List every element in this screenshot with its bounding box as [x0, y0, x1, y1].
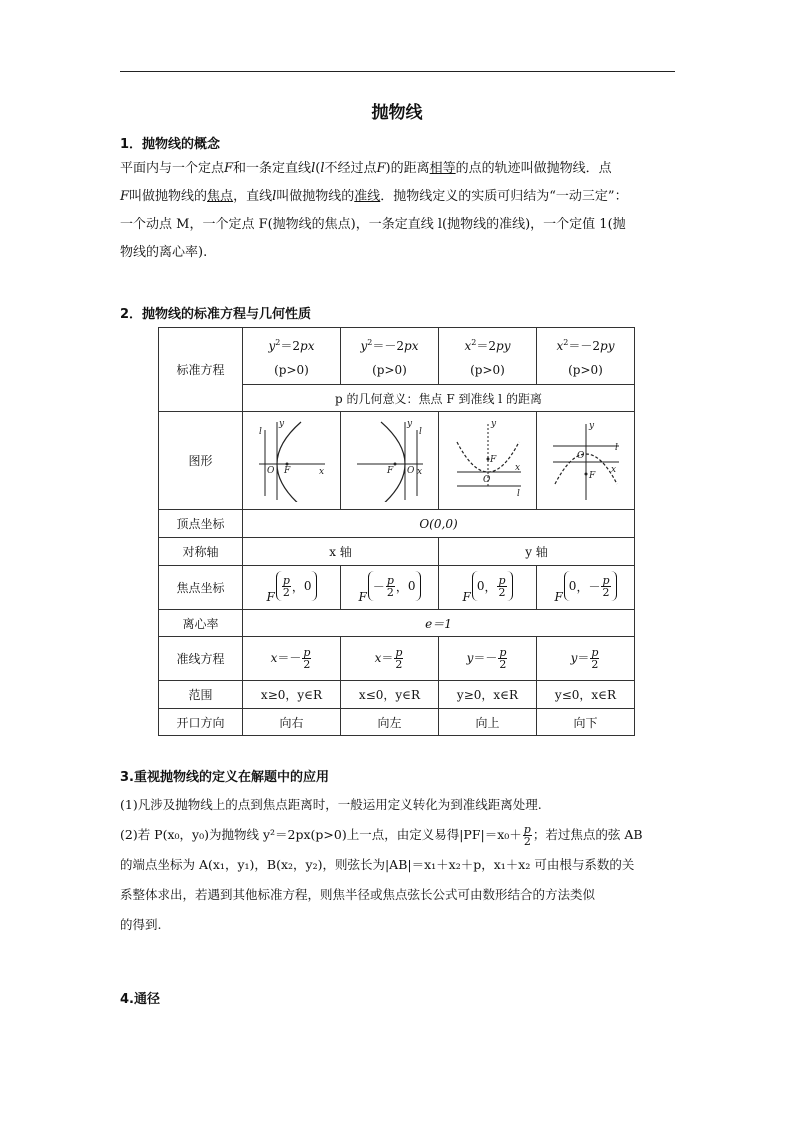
directrix-cell: x＝ $\frac{p}{2}$	[341, 637, 439, 681]
opening-cell: 向下	[537, 709, 635, 736]
parabola-down-graph	[549, 416, 623, 502]
page-title: 抛物线	[371, 103, 423, 123]
row-label-axis: 对称轴	[159, 538, 243, 566]
axis-y-value: y 轴	[439, 538, 635, 566]
focus-cell: F $\frac{p}{2}$ ， 0	[243, 566, 341, 610]
svg-text:F: F	[386, 466, 393, 476]
row-label-eccentricity: 离心率	[159, 610, 243, 637]
row-vertex	[159, 510, 635, 538]
focus-cell: F 0 ， － $\frac{p}{2}$	[537, 566, 635, 610]
svg-text:x: x	[514, 463, 520, 473]
svg-text:l: l	[516, 489, 520, 499]
section3-item2-line1: (2)若 P(x₀，y₀)为抛物线 y²＝2px(p>0)上一点，由定义易得|PF|＝x₀＋ $\frac{p}{2}$ ；若过焦点的弦 AB	[120, 823, 643, 848]
row-directrix	[159, 637, 635, 681]
section1-line1: 平面内与一个定点F和一条定直线l(l不经过点F)的距离相等的点的轨迹叫做抛物线．点	[120, 161, 612, 176]
row-label-focus: 焦点坐标	[159, 566, 243, 610]
section3-heading: 3.重视抛物线的定义在解题中的应用	[120, 770, 329, 785]
equation-cell: $x^2=-2py$ (p>0)	[537, 328, 635, 385]
opening-cell: 向左	[341, 709, 439, 736]
section3-body	[120, 790, 676, 940]
range-cell: x≤0，y∈R	[341, 681, 439, 709]
p-meaning: p 的几何意义：焦点 F 到准线 l 的距离	[243, 385, 635, 412]
row-focus	[159, 566, 635, 610]
row-label-graph: 图形	[159, 412, 243, 510]
svg-text:x: x	[610, 465, 616, 475]
eccentricity-value: e＝1	[243, 610, 635, 637]
row-label-standard: 标准方程	[159, 328, 243, 412]
keyword-directrix: 准线	[354, 189, 381, 204]
section1-line3: 一个动点 M，一个定点 F(抛物线的焦点)，一条定直线 l(抛物线的准线)，一个定值 1(抛	[120, 217, 626, 232]
range-cell: y≤0，x∈R	[537, 681, 635, 709]
svg-text:O: O	[482, 475, 490, 485]
row-opening	[159, 709, 635, 736]
svg-text:y: y	[490, 419, 496, 429]
row-label-vertex: 顶点坐标	[159, 510, 243, 538]
row-eccentricity	[159, 610, 635, 637]
vertex-value: O(0,0)	[243, 510, 635, 538]
row-label-opening: 开口方向	[159, 709, 243, 736]
parabola-up-graph	[451, 416, 525, 502]
section1-line2: F叫做抛物线的焦点，直线l叫做抛物线的准线．抛物线定义的实质可归结为“一动三定”：	[120, 189, 628, 204]
section3-item2-line4: 的得到.	[120, 917, 162, 932]
parabola-right-graph	[255, 416, 329, 502]
section1-line4: 物线的离心率).	[120, 245, 208, 260]
row-standard-equation	[159, 328, 635, 385]
row-axis	[159, 538, 635, 566]
svg-text:y: y	[278, 419, 284, 429]
opening-cell: 向右	[243, 709, 341, 736]
section4-heading: 4.通径	[120, 992, 160, 1007]
row-range	[159, 681, 635, 709]
equation-cell: $x^2=2py$ (p>0)	[439, 328, 537, 385]
graph-down-opening	[537, 412, 635, 510]
svg-text:F: F	[283, 466, 290, 476]
keyword-equal: 相等	[429, 161, 456, 176]
svg-text:F: F	[588, 471, 595, 481]
row-label-directrix: 准线方程	[159, 637, 243, 681]
svg-text:l: l	[614, 443, 618, 453]
graph-right-opening	[243, 412, 341, 510]
row-graph	[159, 412, 635, 510]
keyword-focus: 焦点	[207, 189, 234, 204]
header-rule	[120, 71, 675, 72]
section3-item2-line2: 的端点坐标为 A(x₁，y₁)，B(x₂，y₂)，则弦长为|AB|＝x₁＋x₂＋p，x₁＋x₂ 可由根与系数的关	[120, 857, 635, 872]
section3-item1: (1)凡涉及抛物线上的点到焦点距离时，一般运用定义转化为到准线距离处理.	[120, 797, 542, 812]
section1-body	[120, 155, 676, 267]
svg-text:O: O	[576, 451, 584, 461]
section1-heading: 1．抛物线的概念	[120, 137, 221, 152]
section3-item2-line3: 系整体求出，若遇到其他标准方程，则焦半径或焦点弦长公式可由数形结合的方法类似	[120, 887, 596, 902]
axis-x-value: x 轴	[243, 538, 439, 566]
directrix-cell: y＝ $\frac{p}{2}$	[537, 637, 635, 681]
svg-text:x: x	[318, 467, 324, 477]
opening-cell: 向上	[439, 709, 537, 736]
graph-up-opening	[439, 412, 537, 510]
svg-text:x: x	[416, 467, 422, 477]
section2-heading: 2．抛物线的标准方程与几何性质	[120, 307, 312, 322]
parabola-left-graph	[353, 416, 427, 502]
equation-cell: $y^2=2px$ (p>0)	[243, 328, 341, 385]
graph-left-opening	[341, 412, 439, 510]
range-cell: y≥0，x∈R	[439, 681, 537, 709]
range-cell: x≥0，y∈R	[243, 681, 341, 709]
svg-text:y: y	[588, 421, 594, 431]
equation-cell: $y^2=-2px$ (p>0)	[341, 328, 439, 385]
row-label-range: 范围	[159, 681, 243, 709]
svg-text:y: y	[406, 419, 412, 429]
directrix-cell: y＝－ $\frac{p}{2}$	[439, 637, 537, 681]
svg-text:F: F	[489, 455, 496, 465]
svg-text:O: O	[406, 466, 414, 476]
svg-text:l: l	[418, 427, 422, 437]
svg-text:O: O	[266, 466, 274, 476]
svg-text:l: l	[258, 427, 262, 437]
focus-cell: F － $\frac{p}{2}$ ， 0	[341, 566, 439, 610]
directrix-cell: x＝－ $\frac{p}{2}$	[243, 637, 341, 681]
parabola-properties-table	[158, 327, 635, 736]
focus-cell: F 0 ， $\frac{p}{2}$	[439, 566, 537, 610]
